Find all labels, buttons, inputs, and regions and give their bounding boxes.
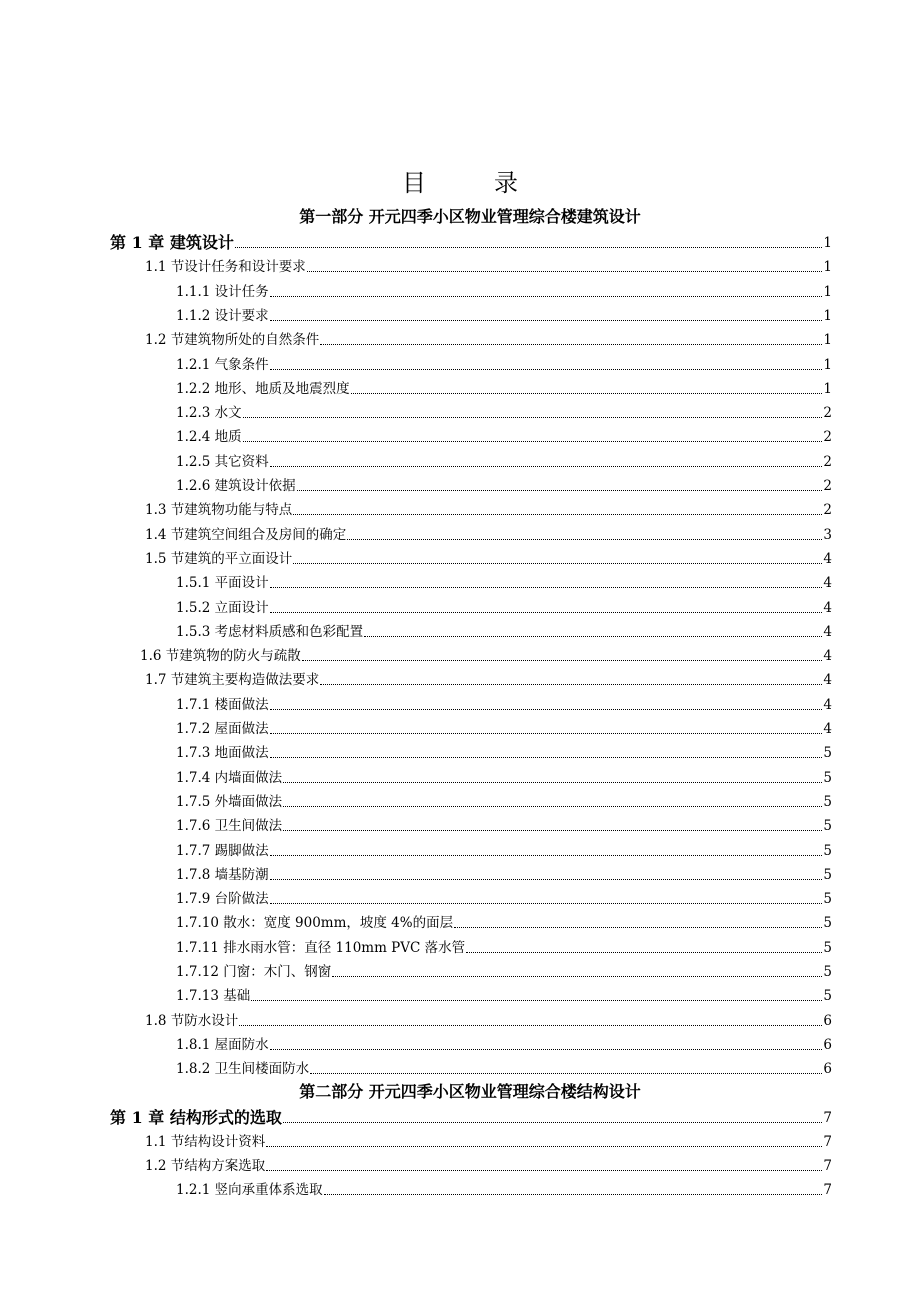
- toc-entry-label: 1.6 节建筑物的防火与疏散: [140, 648, 301, 665]
- toc-section-entry[interactable]: [145, 1151, 832, 1175]
- toc-subsection-entry[interactable]: [176, 957, 832, 981]
- toc-subsection-entry[interactable]: [176, 690, 832, 714]
- toc-subsection-entry[interactable]: [176, 787, 832, 811]
- dot-leader: [351, 393, 823, 394]
- dot-leader: [270, 587, 823, 588]
- toc-entry-label: 1.1 节设计任务和设计要求: [145, 259, 306, 276]
- page-title: 目 录: [402, 169, 540, 197]
- toc-subsection-entry[interactable]: [176, 908, 832, 932]
- toc-subsection-entry[interactable]: [176, 860, 832, 884]
- toc-subsection-entry[interactable]: [176, 422, 832, 446]
- toc-entry-page-number: 2: [823, 478, 832, 494]
- toc-entry-label: 第 1 章 结构形式的选取: [110, 1107, 282, 1127]
- toc-entry-page-number: 5: [823, 915, 832, 932]
- toc-entry-page-number: 3: [823, 526, 832, 543]
- toc-entry-label: 1.1.1 设计任务: [176, 283, 269, 300]
- toc-subsection-entry[interactable]: [176, 350, 832, 374]
- dot-leader: [283, 830, 822, 831]
- toc-subsection-entry[interactable]: [176, 1030, 832, 1054]
- toc-entry-page-number: 2: [823, 405, 832, 422]
- toc-entry-label: 1.7.5 外墙面做法: [176, 793, 283, 810]
- toc-entry-page-number: 5: [823, 842, 832, 859]
- toc-entry-label: 1.1 节结构设计资料: [145, 1133, 266, 1150]
- part-heading: 第二部分 开元四季小区物业管理综合楼结构设计: [299, 1081, 641, 1101]
- dot-leader: [297, 490, 823, 491]
- toc-subsection-entry[interactable]: [176, 763, 832, 787]
- toc-entry-page-number: 7: [823, 1109, 832, 1126]
- toc-entry-page-number: 5: [823, 818, 832, 835]
- toc-entry-label: 1.2.1 气象条件: [176, 356, 269, 373]
- toc-entry-label: 1.7.7 踢脚做法: [176, 842, 269, 859]
- toc-entry-label: 1.2 节结构方案选取: [145, 1158, 266, 1175]
- toc-entry-page-number: 4: [823, 599, 832, 616]
- toc-entry-label: 第 1 章 建筑设计: [110, 233, 234, 252]
- toc-entry-label: 1.5.3 考虑材料质感和色彩配置: [176, 623, 364, 640]
- dot-leader: [270, 709, 823, 710]
- dot-leader: [235, 247, 823, 248]
- toc-subsection-entry[interactable]: [176, 738, 832, 762]
- dot-leader: [293, 514, 822, 515]
- toc-entry-label: 1.7.2 屋面做法: [176, 721, 269, 737]
- toc-entry-label: 1.7.9 台阶做法: [176, 891, 269, 908]
- dot-leader: [283, 806, 822, 807]
- toc-entry-label: 1.2 节建筑物所处的自然条件: [145, 332, 320, 349]
- toc-entry-page-number: 1: [823, 332, 832, 349]
- toc-section-entry[interactable]: [140, 641, 832, 665]
- toc-section-entry[interactable]: [145, 520, 832, 544]
- toc-chapter-entry[interactable]: [110, 228, 832, 252]
- dot-leader: [332, 976, 822, 977]
- toc-section-entry[interactable]: [145, 1006, 832, 1030]
- toc-entry-page-number: 1: [823, 380, 832, 397]
- dot-leader: [270, 733, 823, 734]
- toc-entry-label: 1.7.11 排水雨水管：直径 110mm PVC 落水管: [176, 939, 466, 956]
- toc-entry-label: 1.2.1 竖向承重体系选取: [176, 1182, 323, 1199]
- toc-entry-label: 1.8 节防水设计: [145, 1012, 239, 1029]
- toc-entry-label: 1.1.2 设计要求: [176, 307, 269, 324]
- toc-entry-label: 1.5.2 立面设计: [176, 599, 269, 616]
- dot-leader: [270, 369, 823, 370]
- toc-entry-page-number: 4: [823, 648, 832, 665]
- dot-leader: [324, 1194, 823, 1195]
- toc-entry-label: 1.2.3 水文: [176, 405, 242, 422]
- toc-subsection-entry[interactable]: [176, 981, 832, 1005]
- toc-entry-page-number: 5: [823, 793, 832, 810]
- toc-entry-label: 1.2.5 其它资料: [176, 453, 269, 470]
- toc-entry-page-number: 2: [823, 429, 832, 446]
- toc-subsection-entry[interactable]: [176, 593, 832, 617]
- toc-subsection-entry[interactable]: [176, 811, 832, 835]
- toc-entry-page-number: 5: [823, 939, 832, 956]
- dot-leader: [307, 271, 823, 272]
- dot-leader: [270, 296, 823, 297]
- toc-subsection-entry[interactable]: [176, 398, 832, 422]
- toc-entry-label: 1.7.10 散水：宽度 900mm，坡度 4%的面层: [176, 915, 454, 932]
- toc-subsection-entry[interactable]: [176, 277, 832, 301]
- toc-entry-page-number: 5: [823, 964, 832, 980]
- dot-leader: [270, 466, 823, 467]
- toc-entry-page-number: 5: [823, 745, 832, 762]
- toc-entry-page-number: 1: [823, 283, 832, 300]
- dot-leader: [454, 927, 822, 928]
- dot-leader: [310, 1073, 822, 1074]
- toc-entry-page-number: 5: [823, 891, 832, 908]
- dot-leader: [283, 1122, 823, 1123]
- toc-section-entry[interactable]: [145, 1127, 832, 1151]
- toc-entry-label: 1.7.4 内墙面做法: [176, 769, 283, 786]
- toc-chapter-entry[interactable]: [110, 1103, 832, 1127]
- toc-subsection-entry[interactable]: [176, 617, 832, 641]
- toc-entry-page-number: 7: [823, 1133, 832, 1150]
- dot-leader: [251, 1000, 822, 1001]
- toc-entry-page-number: 4: [823, 696, 832, 713]
- toc-subsection-entry[interactable]: [176, 836, 832, 860]
- toc-entry-page-number: 5: [823, 866, 832, 883]
- dot-leader: [270, 903, 823, 904]
- toc-subsection-entry[interactable]: [176, 374, 832, 398]
- toc-entry-page-number: 7: [823, 1182, 832, 1199]
- toc-entry-page-number: 6: [823, 1036, 832, 1053]
- dot-leader: [243, 417, 823, 418]
- toc-entry-page-number: 2: [823, 502, 832, 519]
- dot-leader: [364, 636, 822, 637]
- toc-entry-label: 1.7.6 卫生间做法: [176, 818, 283, 835]
- toc-entry-page-number: 4: [823, 623, 832, 640]
- dot-leader: [320, 344, 822, 345]
- toc-subsection-entry[interactable]: [176, 884, 832, 908]
- toc-entry-page-number: 2: [823, 453, 832, 470]
- toc-subsection-entry[interactable]: [176, 471, 832, 495]
- dot-leader: [270, 1049, 823, 1050]
- dot-leader: [266, 1170, 822, 1171]
- dot-leader: [266, 1146, 822, 1147]
- toc-entry-page-number: 4: [823, 672, 832, 689]
- toc-entry-label: 1.8.2 卫生间楼面防水: [176, 1061, 310, 1078]
- toc-section-entry[interactable]: [145, 495, 832, 519]
- dot-leader: [302, 660, 823, 661]
- part-heading: 第一部分 开元四季小区物业管理综合楼建筑设计: [299, 207, 641, 226]
- toc-entry-label: 1.7.3 地面做法: [176, 745, 269, 762]
- toc-entry-label: 1.2.2 地形、地质及地震烈度: [176, 380, 350, 397]
- toc-entry-label: 1.4 节建筑空间组合及房间的确定: [145, 526, 347, 543]
- toc-section-entry[interactable]: [145, 544, 832, 568]
- toc-entry-page-number: 4: [823, 721, 832, 737]
- toc-subsection-entry[interactable]: [176, 714, 832, 738]
- toc-subsection-entry[interactable]: [176, 933, 832, 957]
- dot-leader: [270, 879, 823, 880]
- toc-entry-label: 1.7.8 墙基防潮: [176, 866, 269, 883]
- dot-leader: [293, 563, 822, 564]
- toc-subsection-entry[interactable]: [176, 1175, 832, 1199]
- toc-entry-page-number: 1: [823, 259, 832, 276]
- dot-leader: [466, 952, 822, 953]
- toc-section-entry[interactable]: [145, 665, 832, 689]
- toc-subsection-entry[interactable]: [176, 568, 832, 592]
- dot-leader: [270, 612, 823, 613]
- dot-leader: [270, 855, 823, 856]
- dot-leader: [239, 1025, 822, 1026]
- dot-leader: [243, 441, 823, 442]
- toc-entry-page-number: 4: [823, 550, 832, 567]
- toc-subsection-entry[interactable]: [176, 447, 832, 471]
- toc-entry-label: 1.8.1 屋面防水: [176, 1036, 269, 1053]
- toc-entry-page-number: 5: [823, 988, 832, 1005]
- dot-leader: [270, 757, 823, 758]
- dot-leader: [320, 684, 822, 685]
- toc-section-entry[interactable]: [145, 252, 832, 276]
- toc-entry-label: 1.5.1 平面设计: [176, 575, 269, 592]
- toc-entry-page-number: 7: [823, 1158, 832, 1175]
- dot-leader: [283, 782, 822, 783]
- toc-entry-label: 1.3 节建筑物功能与特点: [145, 502, 293, 519]
- toc-entry-page-number: 1: [823, 356, 832, 373]
- toc-entry-label: 1.7.12 门窗：木门、钢窗: [176, 964, 332, 980]
- toc-entry-label: 1.5 节建筑的平立面设计: [145, 550, 293, 567]
- toc-entry-label: 1.2.6 建筑设计依据: [176, 478, 296, 494]
- toc-entry-label: 1.7.1 楼面做法: [176, 696, 269, 713]
- toc-entry-label: 1.2.4 地质: [176, 429, 242, 446]
- toc-entry-label: 1.7 节建筑主要构造做法要求: [145, 672, 320, 689]
- toc-entry-page-number: 6: [823, 1061, 832, 1078]
- toc-subsection-entry[interactable]: [176, 301, 832, 325]
- toc-entry-page-number: 4: [823, 575, 832, 592]
- toc-entry-page-number: 5: [823, 769, 832, 786]
- dot-leader: [347, 539, 822, 540]
- toc-entry-page-number: 1: [823, 235, 832, 251]
- toc-entry-label: 1.7.13 基础: [176, 988, 251, 1005]
- toc-entry-page-number: 1: [823, 307, 832, 324]
- toc-entry-page-number: 6: [823, 1012, 832, 1029]
- toc-section-entry[interactable]: [145, 325, 832, 349]
- dot-leader: [270, 320, 823, 321]
- toc-subsection-entry[interactable]: [176, 1054, 832, 1078]
